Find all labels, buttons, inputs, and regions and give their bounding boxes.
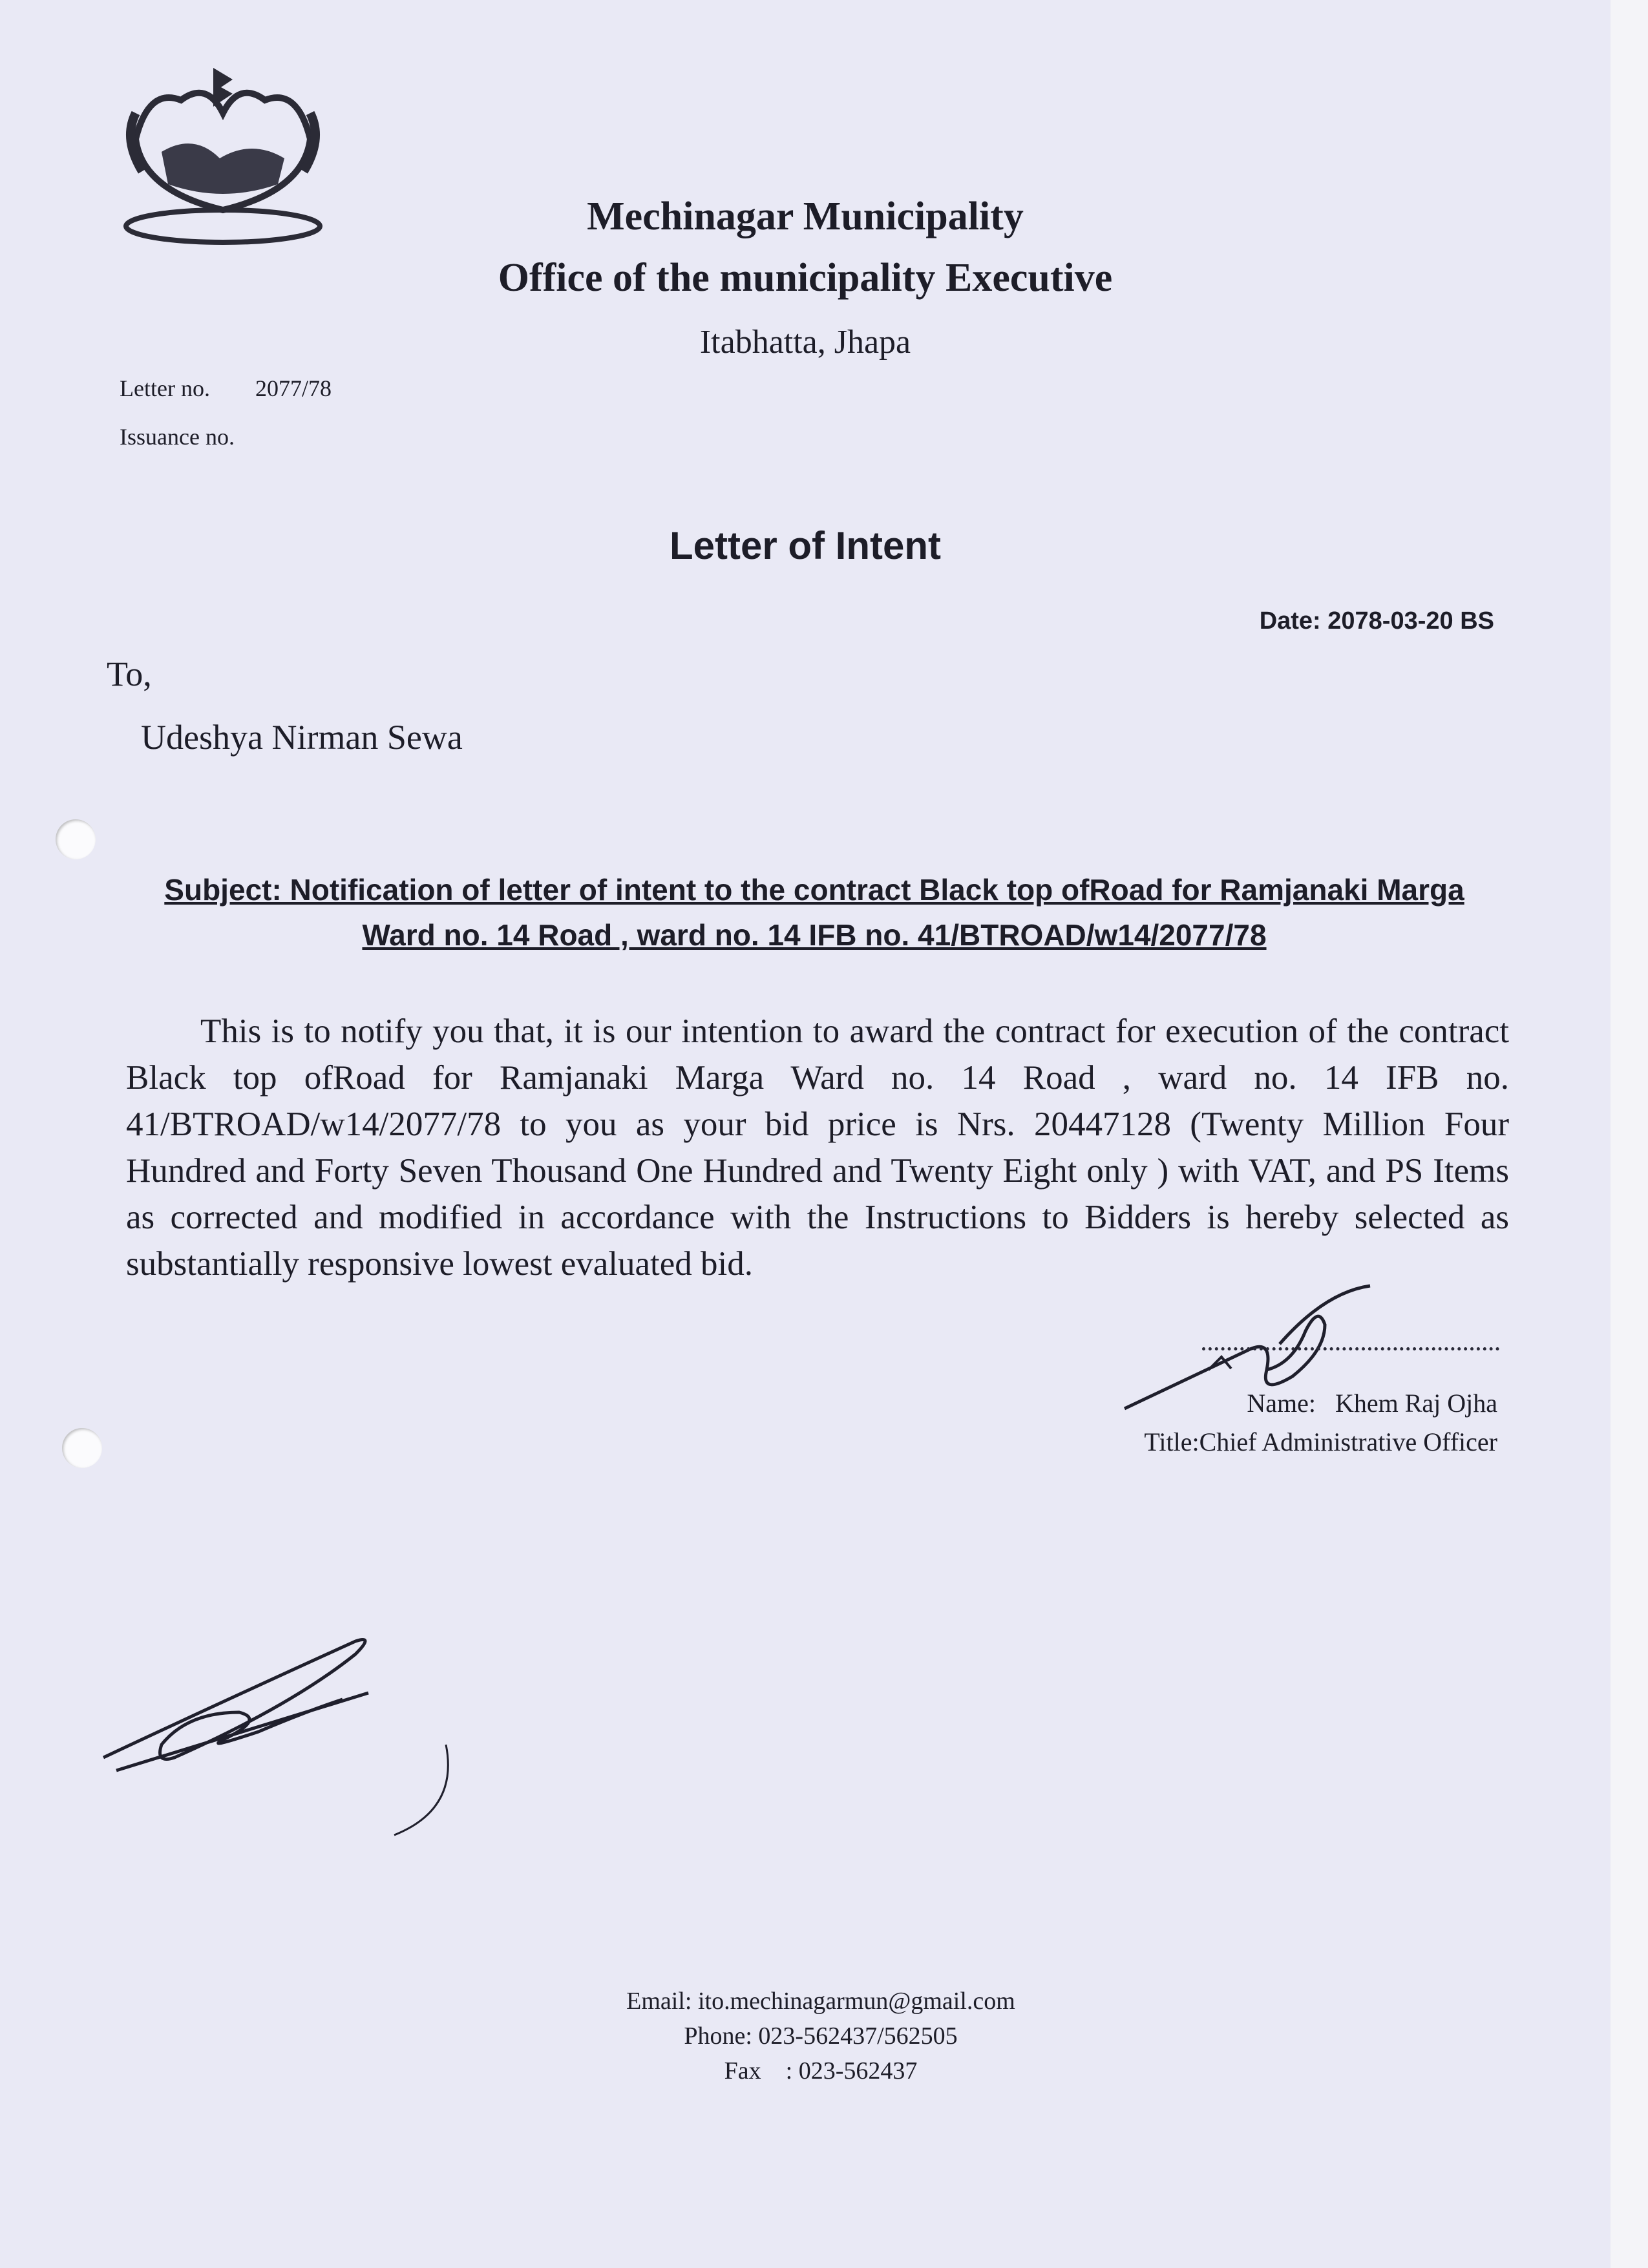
contact-footer <box>0 1984 1642 2088</box>
office-name: Office of the municipality Executive <box>498 256 1113 300</box>
document-title: Letter of Intent <box>670 524 941 567</box>
letter-body: This is to notify you that, it is our intention to award the contract for execution of the contract Black top ofRoad for Ramjanaki Marga Ward no. 14 Road , ward no. 14 IFB no. 41/BTROAD/w14/2077/78 to you as your bid price is Nrs. 20447128 (Twenty Million Four Hundred and Forty Seven Thousand One Hundred and Twenty Eight only ) with VAT, and PS Items as corrected and modified in accordance with the Instructions to Bidders is hereby selected as substantially responsive lowest evaluated bid. <box>126 1013 1509 1283</box>
signature-line <box>1202 1347 1499 1350</box>
signatory-title: Title:Chief Administrative Officer <box>1144 1427 1497 1456</box>
signatory-name: Khem Raj Ojha <box>1335 1389 1497 1418</box>
to-label: To, <box>107 655 152 693</box>
recipient-name: Udeshya Nirman Sewa <box>141 718 463 757</box>
letter-date: Date: 2078-03-20 BS <box>1259 607 1494 635</box>
footer-phone: Phone: 023-562437/562505 <box>684 2022 958 2050</box>
letter-no-value: 2077/78 <box>255 375 332 401</box>
punch-hole <box>56 819 96 859</box>
secondary-signature <box>97 1615 459 1848</box>
municipality-name: Mechinagar Municipality <box>587 194 1024 238</box>
scan-margin <box>1611 0 1648 2268</box>
punch-hole <box>62 1428 102 1468</box>
subject-line: Subject: Notification of letter of intent to the contract Black top ofRoad for Ramjanaki Marga Ward no. 14 Road , ward no. 14 IFB no. 41/BTROAD/w14/2077/78 <box>164 873 1464 952</box>
office-address: Itabhatta, Jhapa <box>699 324 911 361</box>
signatory-name-label: Name: <box>1247 1389 1316 1418</box>
letter-no-label: Letter no. <box>120 375 210 401</box>
footer-email: Email: ito.mechinagarmun@gmail.com <box>626 1988 1015 2015</box>
footer-fax: Fax : 023-562437 <box>724 2057 918 2084</box>
signatory-name-row <box>1247 1388 1497 1418</box>
issuance-no-label: Issuance no. <box>120 424 235 450</box>
